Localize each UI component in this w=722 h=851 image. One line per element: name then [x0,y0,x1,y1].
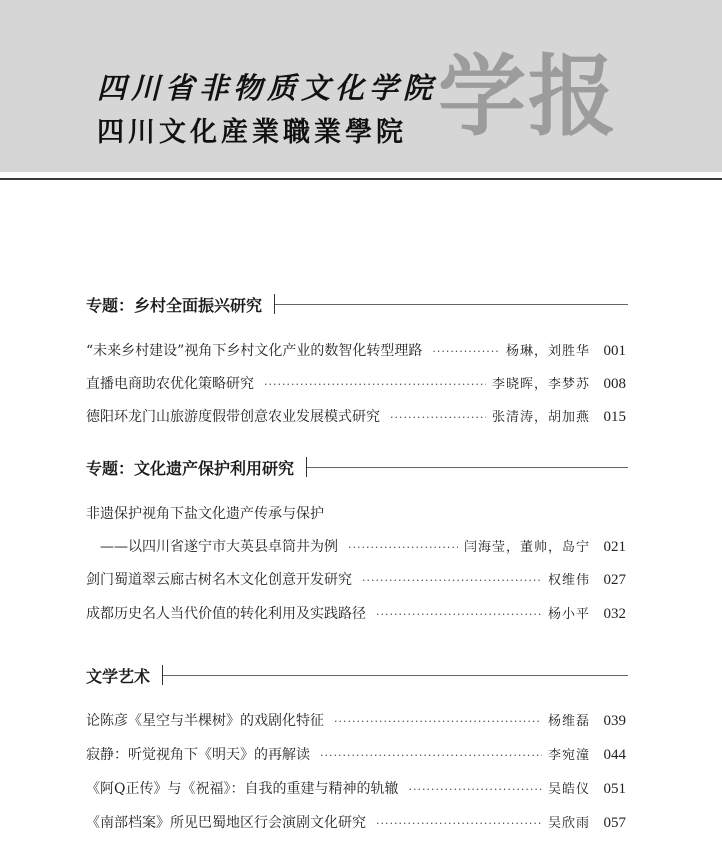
dot-leader [348,541,458,554]
article-authors: 杨琳，刘胜华 [505,344,590,359]
article-authors: 杨维磊 [547,714,590,729]
article-title: 德阳环龙门山旅游度假带创意农业发展模式研究 [86,409,380,425]
toc-entry[interactable] [86,503,626,525]
section-rule [307,467,628,468]
toc-entry[interactable] [86,340,626,362]
article-title: 论陈彦《星空与半棵树》的戏剧化特征 [86,713,324,729]
calligraphy-title: 四川省非物质文化学院 [97,71,438,105]
toc-entry[interactable] [86,710,626,732]
page-number: 032 [603,606,626,622]
page-number: 051 [603,781,626,797]
section-heading [86,663,628,687]
article-authors: 张清涛，胡加燕 [491,410,590,425]
article-title: 剑门蜀道翠云廊古树名木文化创意开发研究 [86,572,352,588]
page-number: 008 [603,376,626,392]
page-number: 044 [603,747,626,763]
article-title: 直播电商助农优化策略研究 [86,376,254,392]
toc-entry[interactable] [86,812,626,834]
page-number: 001 [603,343,626,359]
section-title: 专题：乡村全面振兴研究 [86,295,263,315]
section-heading [86,455,628,479]
toc-entry-subtitle[interactable] [100,536,626,558]
section-title: 文学艺术 [86,666,151,686]
section-rule [275,304,628,305]
page-number: 057 [603,815,626,831]
article-authors: 杨小平 [547,607,590,622]
journal-title: 学报 [438,44,619,148]
dot-leader [376,608,542,621]
page-number: 015 [603,409,626,425]
page-number: 027 [603,572,626,588]
masthead [0,0,722,172]
section-heading [86,292,628,316]
dot-leader [432,345,500,358]
toc-entry[interactable] [86,569,626,591]
article-title: 《南部档案》所见巴蜀地区行会演剧文化研究 [86,815,366,831]
article-title: 寂静：听觉视角下《明天》的再解读 [86,747,310,763]
toc-entry[interactable] [86,373,626,395]
dot-leader [376,817,542,830]
toc-entry[interactable] [86,603,626,625]
page-number: 039 [603,713,626,729]
toc-entry[interactable] [86,778,626,800]
section-rule [163,675,628,676]
article-subtitle: ——以四川省遂宁市大英县卓筒井为例 [100,539,338,555]
toc-entry[interactable] [86,744,626,766]
article-title: 成都历史名人当代价值的转化利用及实践路径 [86,606,366,622]
article-authors: 权维伟 [547,573,590,588]
school-name: 四川文化産業職業學院 [97,117,407,148]
page-number: 021 [603,539,626,555]
header-divider [0,178,722,180]
article-authors: 吴皓仪 [547,782,590,797]
article-title: 《阿Q正传》与《祝福》：自我的重建与精神的轨辙 [86,781,399,797]
article-authors: 李晓晖，李梦苏 [491,377,590,392]
dot-leader [408,783,542,796]
section-title: 专题：文化遗产保护利用研究 [86,458,295,478]
dot-leader [320,749,542,762]
toc-entry[interactable] [86,406,626,428]
dot-leader [264,378,486,391]
article-title: “未来乡村建设”视角下乡村文化产业的数智化转型理路 [86,343,423,359]
article-title: 非遗保护视角下盐文化遗产传承与保护 [86,506,324,522]
dot-leader [362,574,542,587]
article-authors: 吴欣雨 [547,816,590,831]
dot-leader [334,715,542,728]
dot-leader [390,411,486,424]
article-authors: 李宛潼 [547,748,590,763]
article-authors: 闫海莹，董帅，岛宁 [463,540,590,555]
